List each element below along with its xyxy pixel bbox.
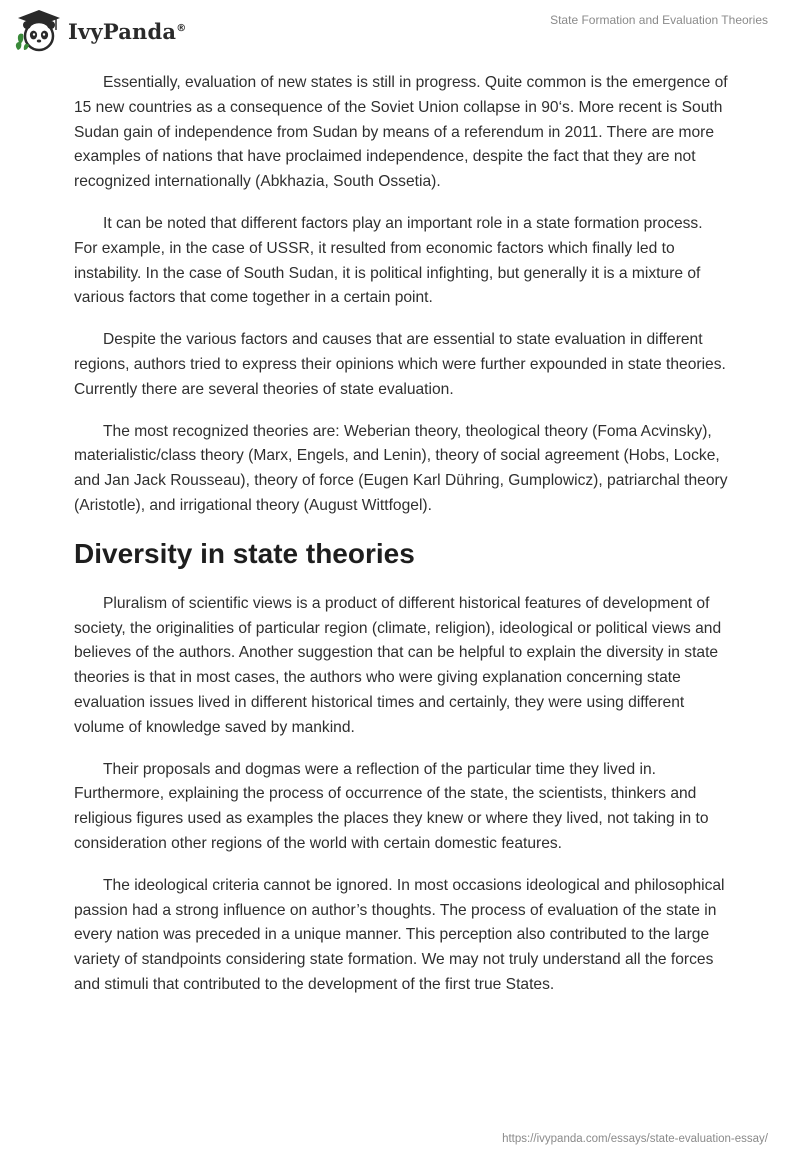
essay-content — [74, 71, 728, 1015]
paragraph: The ideological criteria cannot be ignored. In most occasions ideological and philosophical passion had a strong influence on author’s thoughts. The process of evaluation of the state in every nation was preceded in a unique manner. This perception also contributed to the large variety of standpoints considering state formation. We may not truly understand all the forces and stimuli that contributed to the development of the first true States. — [74, 876, 725, 993]
paragraph: Their proposals and dogmas were a reflection of the particular time they lived in. Furthermore, explaining the process of occurrence of the state, the scientists, thinkers and religious figures used as examples the places they knew or where they lived, not taking in to consideration other regions of the world with certain domestic features. — [74, 760, 709, 852]
paragraph: The most recognized theories are: Weberian theory, theological theory (Foma Acvinsky), materialistic/class theory (Marx, Engels, and Lenin), theory of social agreement (Hobs, Locke, and Jan Jack Rousseau), theory of force (Eugen Karl Dühring, Gumplowicz), patriarchal theory (Aristotle), and irrigational theory (August Wittfogel). — [74, 422, 728, 514]
section-heading: Diversity in state theories — [74, 537, 415, 569]
paragraph: Essentially, evaluation of new states is still in progress. Quite common is the emergence of 15 new countries as a consequence of the Soviet Union collapse in 90‘s. More recent is South Sudan gain of independence from Sudan by means of a referendum in 2011. There are more examples of nations that have proclaimed independence, despite the fact that they are not recognized internationally (Abkhazia, South Ossetia). — [74, 74, 728, 191]
paragraph: It can be noted that different factors play an important role in a state formation process. For example, in the case of USSR, it resulted from economic factors which finally led to instability. In the case of South Sudan, it is political infighting, but generally it is a mixture of various factors that come together in a certain point. — [74, 214, 703, 307]
panda-logo-icon — [14, 8, 64, 54]
source-url[interactable]: https://ivypanda.com/essays/state-evaluation-essay/ — [502, 1133, 768, 1145]
page-header — [0, 0, 800, 60]
paragraph: Pluralism of scientific views is a product of different historical features of development of society, the originalities of particular region (climate, religion), ideological or political views and believes of the authors. Another suggestion that can be helpful to explain the diversity in state theories is that in most cases, the authors who were giving explanation concerning state evaluation issues lived in different historical times and certainly, they were using different volume of knowledge saved by mankind. — [74, 594, 722, 736]
logo-text: IvyPanda® — [68, 18, 187, 44]
paragraph: Despite the various factors and causes that are essential to state evaluation in different regions, authors tried to express their opinions which were further expounded in state theories. Currently there are several theories of state evaluation. — [74, 331, 726, 398]
document-title: State Formation and Evaluation Theories — [550, 13, 768, 27]
ivypanda-logo[interactable] — [14, 8, 186, 54]
